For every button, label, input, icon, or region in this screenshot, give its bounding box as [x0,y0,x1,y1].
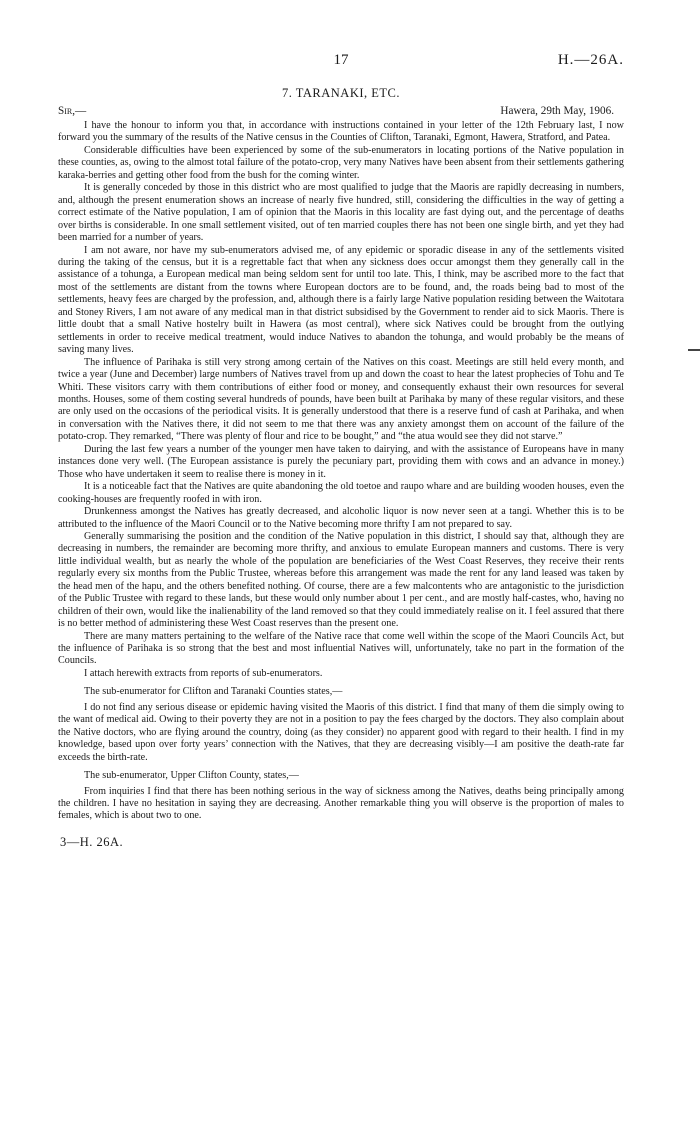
salutation: Sir,— [58,105,87,117]
quoted-report: I do not find any serious disease or epidemic having visited the Maoris of this district. I find that many of them die simply owing to the want of medical aid. Owing to their poverty they are not in a position to pay the fees charged by the doctors. They also complain about the Native doctors, who are flying around the country, doing (as they consider) no apparent good with regard to their health. I find in my knowledge, based upon over forty years’ connection with the Natives, that they are decreasing visibly—I am positive the death-rate far exceeds the birth-rate. [58,701,624,763]
page-number: 17 [333,52,349,68]
paragraph: I am not aware, nor have my sub-enumerators advised me, of any epidemic or sporadic disease in any of the settlements visited during the taking of the census, but it is a regrettable fact that when any sickness does occur amongst them they generally call in the assistance of a tohunga, a European medical man being seldom sent for until too late. This, I think, may be ascribed more to the fact that most of the settlements are distant from the towns where European doctors are to be found, and, the roads being bad to most of the settlements, heavy fees are charged by the profession, and, although there is a fairly large Native population residing between the Waitotara and Stoney Rivers, I am not aware of any medical man in that district subsidised by the Government to render aid to sick Maoris. There is little doubt that a small Native hostelry built in Hawera (as most central), where sick Natives could be brought from the outlying settlements in order to receive medical treatment, would induce Natives to abandon the tohunga, and would probably be the means of saving many lives. [58,244,624,356]
document-page [58,52,624,850]
dateline: Hawera, 29th May, 1906. [500,105,614,117]
quoted-report: From inquiries I find that there has been nothing serious in the way of sickness among the Natives, deaths being principally among the children. I have no hesitation in saying they are decreasing. Another remarkable thing you will observe is the proportion of males to females, which is about two to one. [58,785,624,822]
paragraph: It is a noticeable fact that the Natives are quite abandoning the old toetoe and raupo whare and are building wooden houses, even the cooking-houses are frequently roofed in with iron. [58,481,624,505]
quote-intro: The sub-enumerator for Clifton and Taranaki Counties states,— [84,686,343,698]
letter-opening [58,105,624,120]
paragraph: I have the honour to inform you that, in accordance with instructions contained in your letter of the 12th February last, I now forward you the summary of the results of the Native census in the Counties of Clifton, Taranaki, Egmont, Hawera, Stratford, and Patea. [58,120,624,144]
document-reference: H.—26A. [557,52,624,68]
paragraph: The influence of Parihaka is still very strong among certain of the Natives on this coast. Meetings are still held every month, and twice a year (June and December) large numbers of Natives travel from up and down the coast to hear the latest prophecies of Tohu and Te Whiti. These visitors carry with them contributions of either food or money, and consequently exhaust their own resources for several months. Houses, some of them costing several hundreds of pounds, have been built at Parihaka by many of these regular visitors, and these are only used on the occasions of the periodical visits. It is generally understood that there is a reserve fund of cash at Parihaka, and when in conversation with the Natives there, it did not seem to me that there was any anxiety amongst them on account of the failure of the potato-crop. They remarked, “There was plenty of flour and rice to be bought,” and “the atua would see they did not starve.” [58,356,624,443]
letter-body [58,120,624,823]
paragraph: Drunkenness amongst the Natives has greatly decreased, and alcoholic liquor is now never seen at a tangi. Whether this is to be attributed to the influence of the Maori Council or to the Native becoming more thrifty I am not prepared to say. [58,506,624,530]
section-title: 7. TARANAKI, ETC. [281,86,401,100]
paragraph: Considerable difficulties have been experienced by some of the sub-enumerators in locating portions of the Native population in these counties, as, owing to the almost total failure of the potato-crop, very many Natives have been absent from their settlements gathering karaka-berries and getting other food from the bush for the coming winter. [58,144,624,181]
printer-signature: 3—H. 26A. [60,834,124,849]
paragraph: During the last few years a number of the younger men have taken to dairying, and with the assistance of Europeans have in many instances done very well. (The European assistance is purely the pecuniary part, providing them with cows and an advance in money.) Those who have undertaken it seem to realise there is money in it. [58,443,624,480]
paragraph: Generally summarising the position and the condition of the Native population in this district, I should say that, although they are decreasing in numbers, the remainder are becoming more thrifty, and anxious to emulate European manners and customs. There is very little individual wealth, but as nearly the whole of the population are beneficiaries of the West Coast Reserves, they receive their rents regularly every six months from the Public Trustee, whereas before this arrangement was made the rent for any land leased was taken by the head men of the hapu, and the others benefited nothing. Of course, there are a few malcontents who are antagonistic to the jurisdiction of the Public Trustee with regard to these lands, but these would only number about 1 per cent., and are mostly half-castes, who, having no children of their own, would like the inalienability of the land removed so that they could immediately realise on it. I feel assured that there is no better method of administering these West Coast reserves than the present one. [58,530,624,630]
quote-intro: The sub-enumerator, Upper Clifton County, states,— [84,770,299,782]
margin-mark [688,349,700,351]
paragraph: It is generally conceded by those in this district who are most qualified to judge that the Maoris are rapidly decreasing in numbers, and, although the present enumeration shows an increase of nearly five hundred, still, considering the difficulties in the way of getting a correct estimate of the Native population, I am of opinion that the Maoris in this locality are fast dying out, and the percentage of deaths over births is considerable. In one small settlement visited, out of ten married couples there has not been one single birth, and yet they had been married for a number of years. [58,182,624,244]
page-header [58,52,624,72]
paragraph: I attach herewith extracts from reports of sub-enumerators. [84,667,323,679]
paragraph: There are many matters pertaining to the welfare of the Native race that come well within the scope of the Maori Councils Act, but the influence of Parihaka is so strong that the best and most influential Natives will, unfortunately, take no part in the formation of the Councils. [58,630,624,667]
